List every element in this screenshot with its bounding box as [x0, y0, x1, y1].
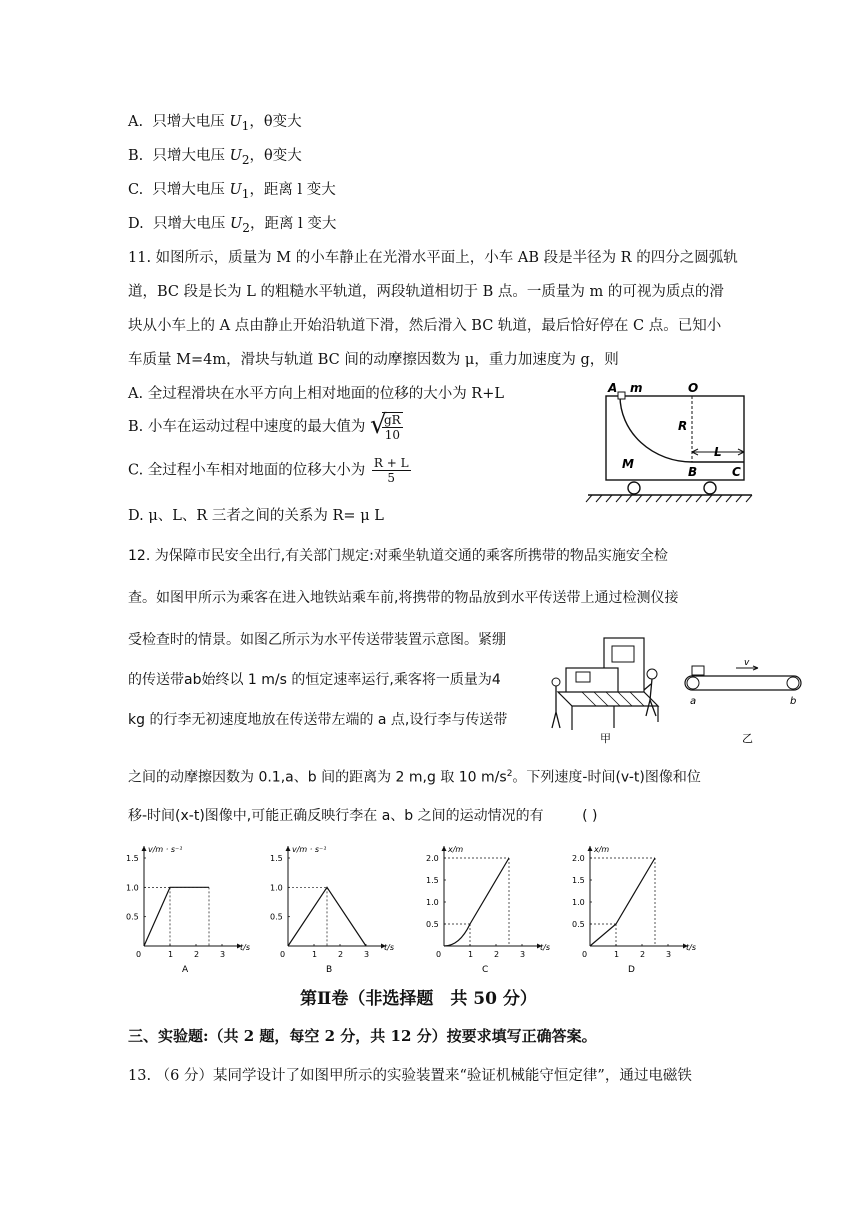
x-tick-label: 1: [614, 950, 620, 959]
x-axis-label: t/s: [540, 943, 550, 952]
y-tick-label: 1.0: [126, 883, 139, 893]
graph-A: [126, 845, 250, 975]
graph-label: C: [482, 965, 489, 975]
label-M: M: [622, 457, 634, 471]
scanner-box: [566, 668, 618, 694]
q12-stem-line-6: [128, 764, 701, 788]
option-text: B. 小车在运动过程中速度的最大值为: [128, 419, 366, 435]
option-sub: 1: [241, 186, 250, 201]
section-title: 第Ⅱ卷（非选择题 共 50 分）: [300, 989, 537, 1009]
ground-hatch: [586, 495, 752, 502]
label-O: O: [688, 381, 699, 395]
label-m: m: [630, 381, 643, 395]
label-C: C: [732, 465, 741, 479]
series-line: [144, 887, 209, 946]
belt-b-label: b: [790, 696, 797, 707]
y-tick-label: 1.5: [270, 854, 283, 863]
x-axis-label: t/s: [384, 943, 394, 952]
fraction-numerator: gR: [383, 413, 401, 427]
q11-stem-line-4: 车质量 M=4m，滑块与轨道 BC 间的动摩擦因数为 μ，重力加速度为 g，则: [128, 352, 619, 368]
conveyor-legs: [572, 706, 658, 730]
pulley-b: [787, 677, 799, 689]
belt-lines: [692, 676, 794, 690]
graph-label: D: [628, 965, 635, 975]
scanner-screen: [612, 646, 634, 662]
option-text: 只增大电压: [152, 148, 225, 164]
figure-label-yi: 乙: [742, 732, 753, 745]
pulley-a: [687, 677, 699, 689]
option-sub: 2: [241, 152, 250, 167]
label-A: A: [608, 381, 618, 395]
y-arrow-icon: [286, 846, 291, 851]
fraction-numerator: R + L: [373, 456, 409, 470]
wheel-right: [704, 482, 716, 494]
option-text-post: ，θ变大: [249, 114, 302, 130]
option-text: C. 全过程小车相对地面的位移大小为: [128, 462, 366, 479]
option-text-post: ，距离 l 变大: [249, 182, 336, 198]
y-tick-label: 2.0: [426, 854, 439, 863]
figure-label-jia: 甲: [600, 732, 611, 744]
scanner-figure: [548, 632, 676, 744]
option-sub: 1: [241, 118, 250, 133]
option-var: U: [230, 216, 243, 232]
series-line: [590, 858, 655, 946]
option-label: C.: [128, 182, 144, 198]
belt-v-label: v: [744, 658, 750, 668]
option-text-post: ，θ变大: [249, 148, 302, 164]
q12-stem-line-1: 12. 为保障市民安全出行,有关部门规定:对乘坐轨道交通的乘客所携带的物品实施安全检: [128, 548, 668, 564]
q11-option-c: [128, 456, 413, 485]
y-tick-label: 2.0: [572, 854, 585, 863]
y-tick-label: 1.0: [426, 898, 439, 907]
slider-block: [618, 392, 625, 399]
q10-option-d: [128, 214, 336, 238]
x-tick-label: 3: [220, 950, 226, 959]
y-axis-label: x/m: [448, 845, 464, 854]
belt-ends: [685, 676, 801, 690]
x-tick-label: 3: [666, 950, 672, 959]
q12-stem-line-4: 的传送带ab始终以 1 m/s 的恒定速率运行,乘客将一质量为4: [128, 672, 501, 688]
y-tick-label: 1.5: [572, 876, 585, 885]
option-sub: 2: [242, 220, 250, 235]
x-tick-label: 2: [640, 950, 646, 959]
belt-a-label: a: [690, 696, 697, 707]
option-text-post: ，距离 l 变大: [249, 216, 337, 232]
y-axis-label: v/m · s⁻¹: [148, 845, 183, 854]
person-head: [647, 669, 657, 679]
wheel-left: [628, 482, 640, 494]
label-R: R: [678, 419, 688, 433]
x-tick-label: 0: [280, 950, 286, 959]
series-line: [444, 858, 509, 946]
officer-head: [552, 678, 560, 686]
y-tick-label: 0.5: [270, 912, 283, 922]
x-tick-label: 1: [168, 950, 174, 959]
graph-label: A: [182, 965, 189, 975]
y-axis-label: v/m · s⁻¹: [292, 845, 327, 854]
text: 。下列速度-时间(v-t)图像和位: [512, 769, 701, 786]
text: 之间的动摩擦因数为 0.1,a、b 间的距离为 2 m,g 取 10 m/s: [128, 769, 507, 786]
graph-D: [572, 845, 696, 975]
x-tick-label: 0: [582, 950, 588, 959]
graph-B: [270, 845, 394, 975]
answer-graphs: [120, 840, 720, 980]
y-tick-label: 0.5: [572, 920, 585, 929]
y-arrow-icon: [588, 846, 593, 851]
option-text: 只增大电压: [152, 182, 225, 198]
superscript: 2: [506, 769, 513, 779]
y-tick-label: 1.0: [270, 883, 283, 893]
option-label: D.: [128, 216, 144, 232]
x-tick-label: 3: [520, 950, 526, 959]
y-tick-label: 1.5: [426, 876, 439, 885]
graph-label: B: [326, 965, 333, 975]
section-heading: 三、实验题:（共 2 题，每空 2 分，共 12 分）按要求填写正确答案。: [128, 1027, 597, 1045]
luggage: [576, 672, 590, 682]
x-axis-label: t/s: [686, 943, 696, 952]
q12-stem-line-2: 查。如图甲所示为乘客在进入地铁站乘车前,将携带的物品放到水平传送带上通过检测仪接: [128, 590, 679, 606]
q10-option-c: [128, 180, 336, 204]
option-text: 只增大电压: [152, 114, 225, 130]
sqrt-sign-icon: √: [369, 410, 387, 440]
cart-figure: [584, 378, 756, 508]
y-tick-label: 1.0: [572, 898, 585, 907]
text: 移-时间(x-t)图像中,可能正确反映行李在 a、b 之间的运动情况的有: [128, 808, 544, 824]
fraction: [372, 456, 411, 485]
option-label: B.: [128, 148, 144, 164]
x-tick-label: 2: [338, 950, 344, 959]
y-arrow-icon: [142, 846, 147, 851]
q10-option-a: [128, 112, 302, 136]
y-tick-label: 0.5: [126, 912, 139, 922]
q12-stem-line-3: 受检查时的情景。如图乙所示为水平传送带装置示意图。紧绷: [128, 632, 506, 648]
x-tick-label: 0: [436, 950, 442, 959]
sqrt-expression: [370, 412, 405, 442]
x-tick-label: 2: [194, 950, 200, 959]
y-arrow-icon: [442, 846, 447, 851]
graph-C: [426, 845, 550, 975]
q12-stem-line-7: [128, 806, 597, 826]
x-tick-label: 1: [312, 950, 318, 959]
y-tick-label: 0.5: [426, 920, 439, 929]
x-tick-label: 1: [468, 950, 474, 959]
q11-stem-line-2: 道，BC 段是长为 L 的粗糙水平轨道，两段轨道相切于 B 点。一质量为 m 的可视为质点的滑: [128, 284, 724, 300]
label-B: B: [688, 465, 698, 479]
x-tick-label: 0: [136, 950, 142, 959]
x-tick-label: 3: [364, 950, 370, 959]
label-L: L: [714, 445, 722, 459]
q13-stem-line-1: 13. （6 分）某同学设计了如图甲所示的实验装置来“验证机械能守恒定律”，通过电磁铁: [128, 1068, 692, 1084]
option-text: 只增大电压: [152, 216, 226, 232]
y-axis-label: x/m: [594, 845, 610, 854]
q12-stem-line-5: kg 的行李无初速度地放在传送带左端的 a 点,设行李与传送带: [128, 712, 508, 728]
fraction-denominator: 5: [387, 471, 396, 485]
option-var: U: [229, 148, 242, 164]
belt-luggage: [692, 666, 704, 675]
option-var: U: [229, 182, 242, 198]
q11-stem-line-1: 11. 如图所示，质量为 M 的小车静止在光滑水平面上，小车 AB 段是半径为 R 的四分之圆弧轨: [128, 250, 738, 266]
option-label: A.: [128, 114, 144, 130]
q11-option-b: [128, 412, 405, 442]
option-var: U: [229, 114, 242, 130]
fraction-denominator: 10: [384, 428, 400, 442]
x-tick-label: 2: [494, 950, 500, 959]
q11-option-a: A. 全过程滑块在水平方向上相对地面的位移的大小为 R+L: [128, 386, 504, 402]
q11-option-d: D. μ、L、R 三者之间的关系为 R= μ L: [128, 508, 384, 524]
answer-paren: ( ): [582, 808, 598, 824]
belt-figure: [684, 656, 808, 746]
y-tick-label: 1.5: [126, 854, 139, 863]
x-axis-label: t/s: [240, 943, 250, 952]
q11-stem-line-3: 块从小车上的 A 点由静止开始沿轨道下滑，然后滑入 BC 轨道，最后恰好停在 C 点。已知小: [128, 318, 722, 334]
q10-option-b: [128, 146, 302, 170]
